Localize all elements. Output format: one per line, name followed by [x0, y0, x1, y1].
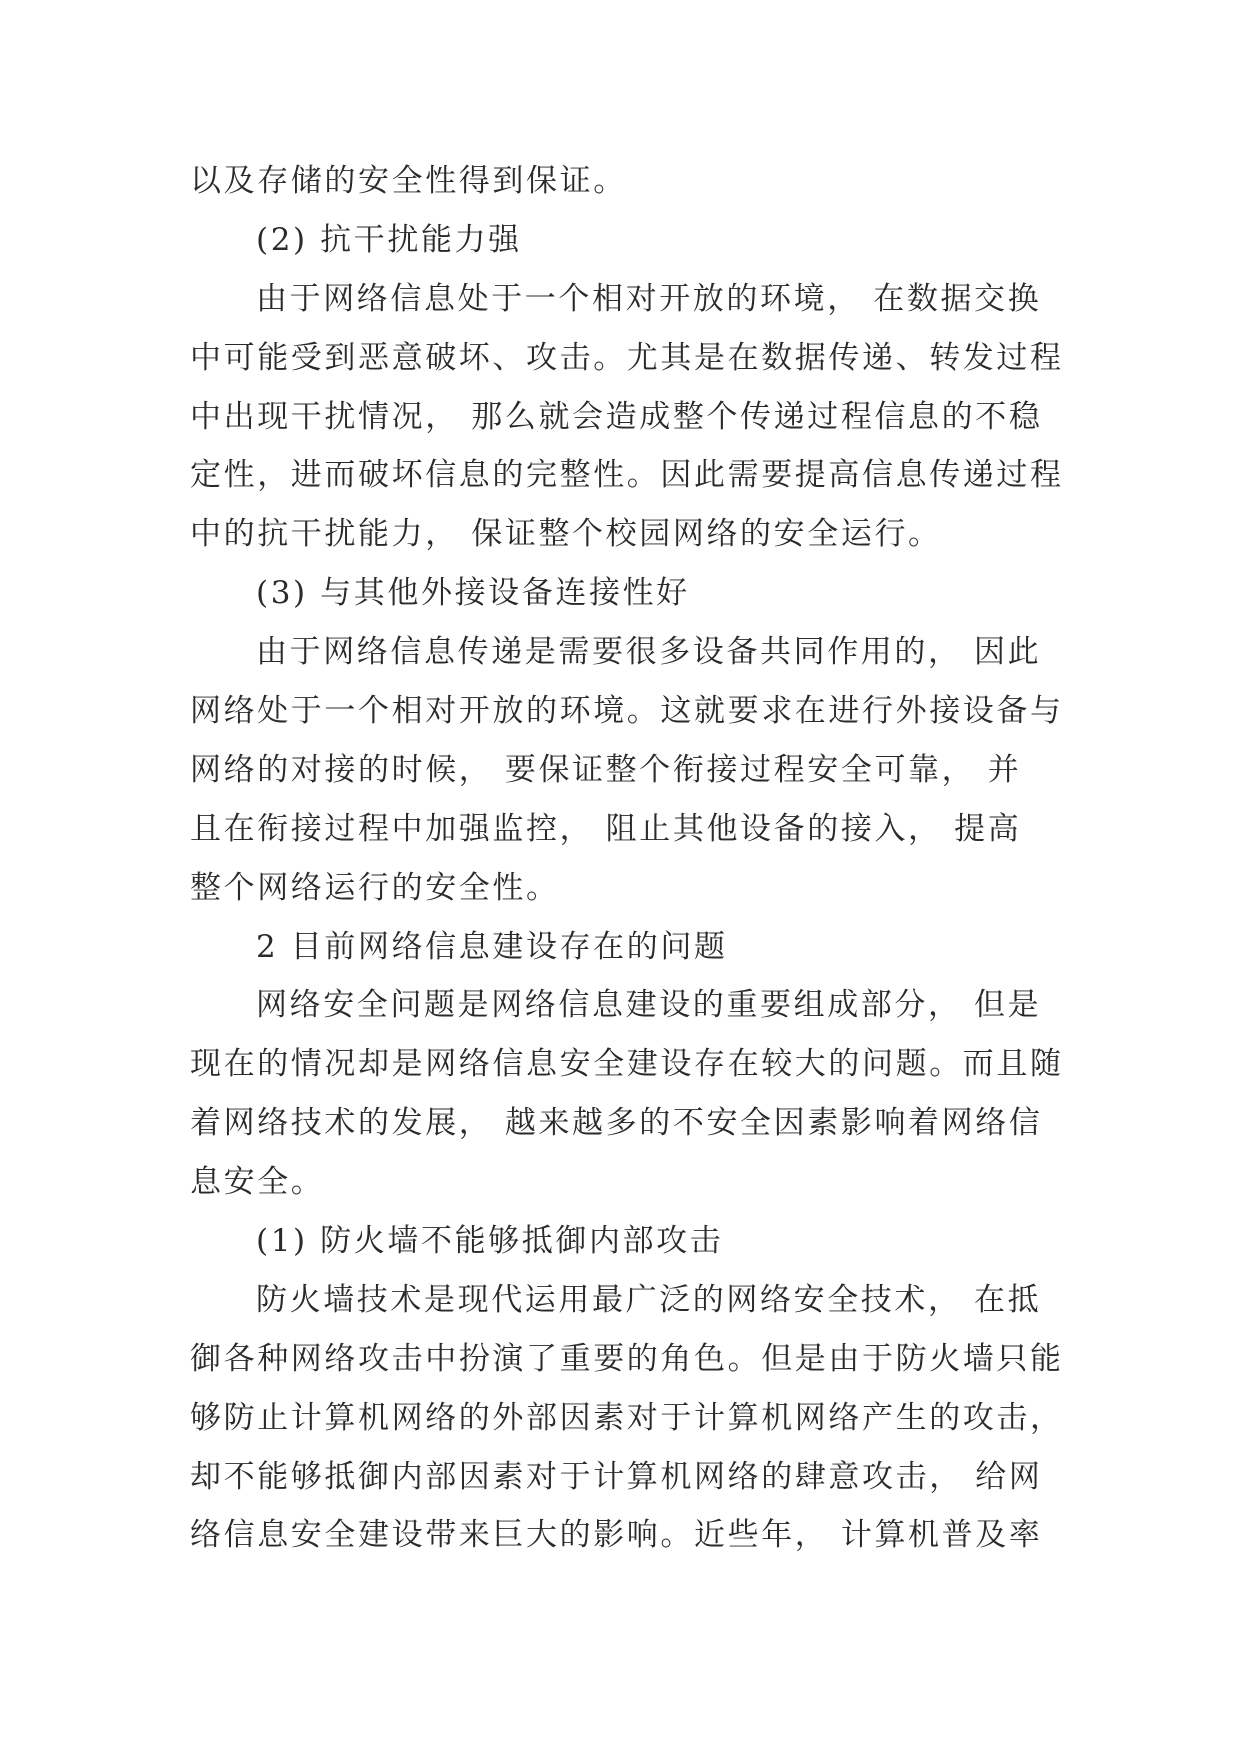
text-line: (1) 防火墙不能够抵御内部攻击 — [256, 1223, 724, 1260]
text-line: 够防止计算机网络的外部因素对于计算机网络产生的攻击， — [190, 1399, 1064, 1436]
text-line: 且在衔接过程中加强监控， 阻止其他设备的接入， 提高 — [190, 810, 1022, 847]
text-line: 以及存储的安全性得到保证。 — [190, 163, 627, 199]
text-line: 现在的情况却是网络信息安全建设存在较大的问题。而且随 — [190, 1046, 1064, 1083]
text-line: 络信息安全建设带来巨大的影响。近些年， 计算机普及率 — [190, 1517, 1043, 1554]
text-line: (3) 与其他外接设备连接性好 — [256, 575, 690, 612]
text-line: 网络处于一个相对开放的环境。这就要求在进行外接设备与 — [190, 693, 1064, 730]
text-line: 防火墙技术是现代运用最广泛的网络安全技术， 在抵 — [256, 1281, 1042, 1318]
text-line: 由于网络信息传递是需要很多设备共同作用的， 因此 — [256, 634, 1042, 671]
text-line: 整个网络运行的安全性。 — [190, 869, 560, 906]
document-body — [190, 152, 1064, 1565]
text-line: 中出现干扰情况， 那么就会造成整个传递过程信息的不稳 — [190, 398, 1043, 435]
text-line: 息安全。 — [190, 1164, 325, 1201]
text-line: 定性，进而破坏信息的完整性。因此需要提高信息传递过程 — [190, 457, 1064, 494]
text-line: 网络的对接的时候， 要保证整个衔接过程安全可靠， 并 — [190, 751, 1022, 788]
text-line: 中可能受到恶意破坏、攻击。尤其是在数据传递、转发过程 — [190, 339, 1064, 376]
text-line: (2) 抗干扰能力强 — [256, 221, 522, 258]
text-line: 网络安全问题是网络信息建设的重要组成部分， 但是 — [256, 987, 1042, 1024]
text-line: 2 目前网络信息建设存在的问题 — [256, 928, 728, 965]
text-line: 由于网络信息处于一个相对开放的环境， 在数据交换 — [256, 280, 1042, 317]
text-line: 着网络技术的发展， 越来越多的不安全因素影响着网络信 — [190, 1105, 1043, 1142]
text-line: 中的抗干扰能力， 保证整个校园网络的安全运行。 — [190, 516, 942, 553]
text-line: 御各种网络攻击中扮演了重要的角色。但是由于防火墙只能 — [190, 1340, 1064, 1377]
text-line: 却不能够抵御内部因素对于计算机网络的肆意攻击， 给网 — [190, 1458, 1043, 1495]
